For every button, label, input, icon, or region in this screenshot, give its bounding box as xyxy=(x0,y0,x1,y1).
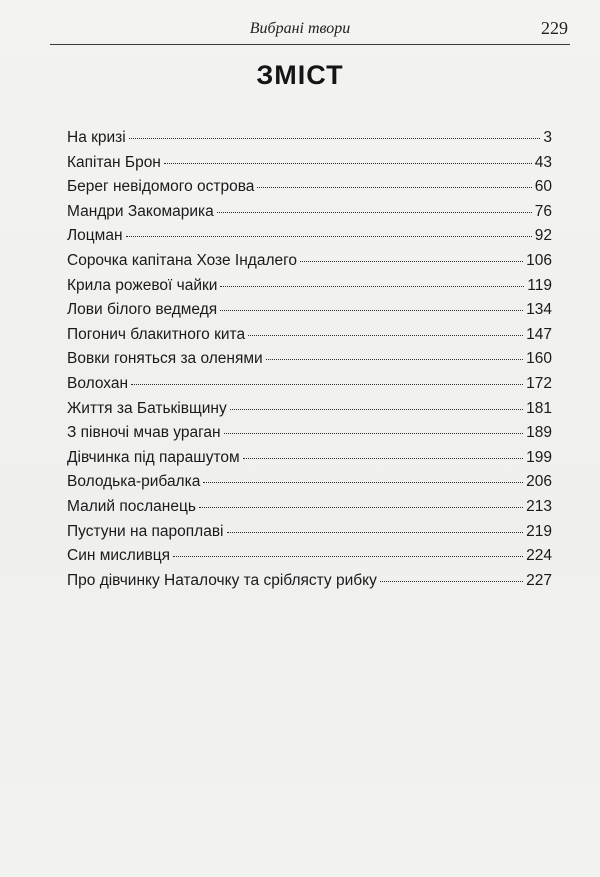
toc-entry-title: Малий посланець xyxy=(67,497,196,515)
toc-entry-title: Володька-рибалка xyxy=(67,473,201,491)
toc-entry[interactable] xyxy=(67,498,552,523)
dot-leader xyxy=(131,384,523,385)
toc-entry-title: Волохан xyxy=(67,374,129,392)
toc-entry-title: Погонич блакитного кита xyxy=(67,325,246,343)
toc-entry[interactable] xyxy=(67,227,552,252)
toc-entry-title: Дівчинка під парашутом xyxy=(67,448,240,466)
toc-entry-title: З півночі мчав ураган xyxy=(67,424,221,442)
toc-entry[interactable] xyxy=(67,375,552,400)
toc-entry-page: 199 xyxy=(526,448,552,466)
toc-entry-page: 172 xyxy=(526,374,552,392)
toc-entry-page: 224 xyxy=(526,547,552,565)
dot-leader xyxy=(203,482,523,483)
toc-entry-page: 119 xyxy=(527,276,552,294)
toc-entry-page: 60 xyxy=(534,178,552,196)
dot-leader xyxy=(300,261,523,262)
toc-entry[interactable] xyxy=(67,301,552,326)
toc-entry-page: 213 xyxy=(526,497,552,515)
toc-entry-page: 134 xyxy=(526,301,552,319)
dot-leader xyxy=(230,409,523,410)
toc-entry-title: Мандри Закомарика xyxy=(67,202,214,220)
toc-entry-page: 106 xyxy=(526,251,552,269)
dot-leader xyxy=(173,556,523,557)
dot-leader xyxy=(227,532,524,533)
dot-leader xyxy=(129,138,541,139)
dot-leader xyxy=(220,310,523,311)
toc-entry[interactable] xyxy=(67,326,552,351)
toc-entry-title: На кризі xyxy=(67,129,126,146)
toc-entry-page: 160 xyxy=(526,350,552,368)
toc-entry[interactable] xyxy=(67,473,552,498)
toc-entry-page: 76 xyxy=(534,202,552,220)
dot-leader xyxy=(257,187,531,188)
toc-title: ЗМІСТ xyxy=(256,60,344,90)
dot-leader xyxy=(224,433,524,434)
toc-entry[interactable] xyxy=(67,449,552,474)
toc-entry-title: Вовки гоняться за оленями xyxy=(67,350,263,368)
dot-leader xyxy=(380,581,523,582)
dot-leader xyxy=(243,458,523,459)
toc-entry-title: Берег невідомого острова xyxy=(67,178,255,196)
toc-entry[interactable] xyxy=(67,424,552,449)
toc-entry[interactable] xyxy=(67,277,552,302)
toc-entry-title: Капітан Брон xyxy=(67,153,161,171)
toc-entry[interactable] xyxy=(67,252,552,277)
dot-leader xyxy=(220,286,524,287)
toc-entry-page: 43 xyxy=(534,153,552,171)
toc-entry-title: Лоцман xyxy=(67,227,123,245)
toc-entry-page: 92 xyxy=(534,227,552,245)
toc-entry-title: Син мисливця xyxy=(67,547,170,565)
toc-entry-page: 147 xyxy=(526,325,552,343)
toc-entry[interactable] xyxy=(67,400,552,425)
toc-entry-title: Сорочка капітана Хозе Індалего xyxy=(67,251,298,269)
toc-entry[interactable] xyxy=(67,523,552,548)
toc-entry-page: 227 xyxy=(526,571,552,589)
toc-entry[interactable] xyxy=(67,547,552,572)
dot-leader xyxy=(266,359,523,360)
dot-leader xyxy=(248,335,523,336)
toc-entry-page: 189 xyxy=(526,424,552,442)
page-number: 229 xyxy=(541,18,568,38)
toc-entry-title: Життя за Батьківщину xyxy=(67,399,227,417)
toc-entry[interactable] xyxy=(67,178,552,203)
toc-entry[interactable] xyxy=(67,572,552,597)
dot-leader xyxy=(199,507,523,508)
toc-list xyxy=(67,129,552,596)
toc-entry[interactable] xyxy=(67,203,552,228)
toc-entry-page: 181 xyxy=(526,399,552,417)
toc-entry[interactable] xyxy=(67,154,552,179)
toc-entry-title: Про дівчинку Наталочку та сріблясту рибку xyxy=(67,571,377,589)
dot-leader xyxy=(217,212,532,213)
header-divider xyxy=(50,44,570,45)
toc-entry-page: 219 xyxy=(526,522,552,540)
toc-entry-title: Лови білого ведмедя xyxy=(67,301,218,319)
toc-entry[interactable] xyxy=(67,129,552,154)
toc-entry-page: 3 xyxy=(543,129,552,146)
toc-entry[interactable] xyxy=(67,350,552,375)
book-title: Вибрані твори xyxy=(249,20,351,37)
running-head xyxy=(0,18,600,42)
toc-entry-title: Пустуни на пароплаві xyxy=(67,522,224,540)
dot-leader xyxy=(126,236,532,237)
dot-leader xyxy=(164,163,532,164)
toc-entry-page: 206 xyxy=(526,473,552,491)
toc-entry-title: Крила рожевої чайки xyxy=(67,276,218,294)
